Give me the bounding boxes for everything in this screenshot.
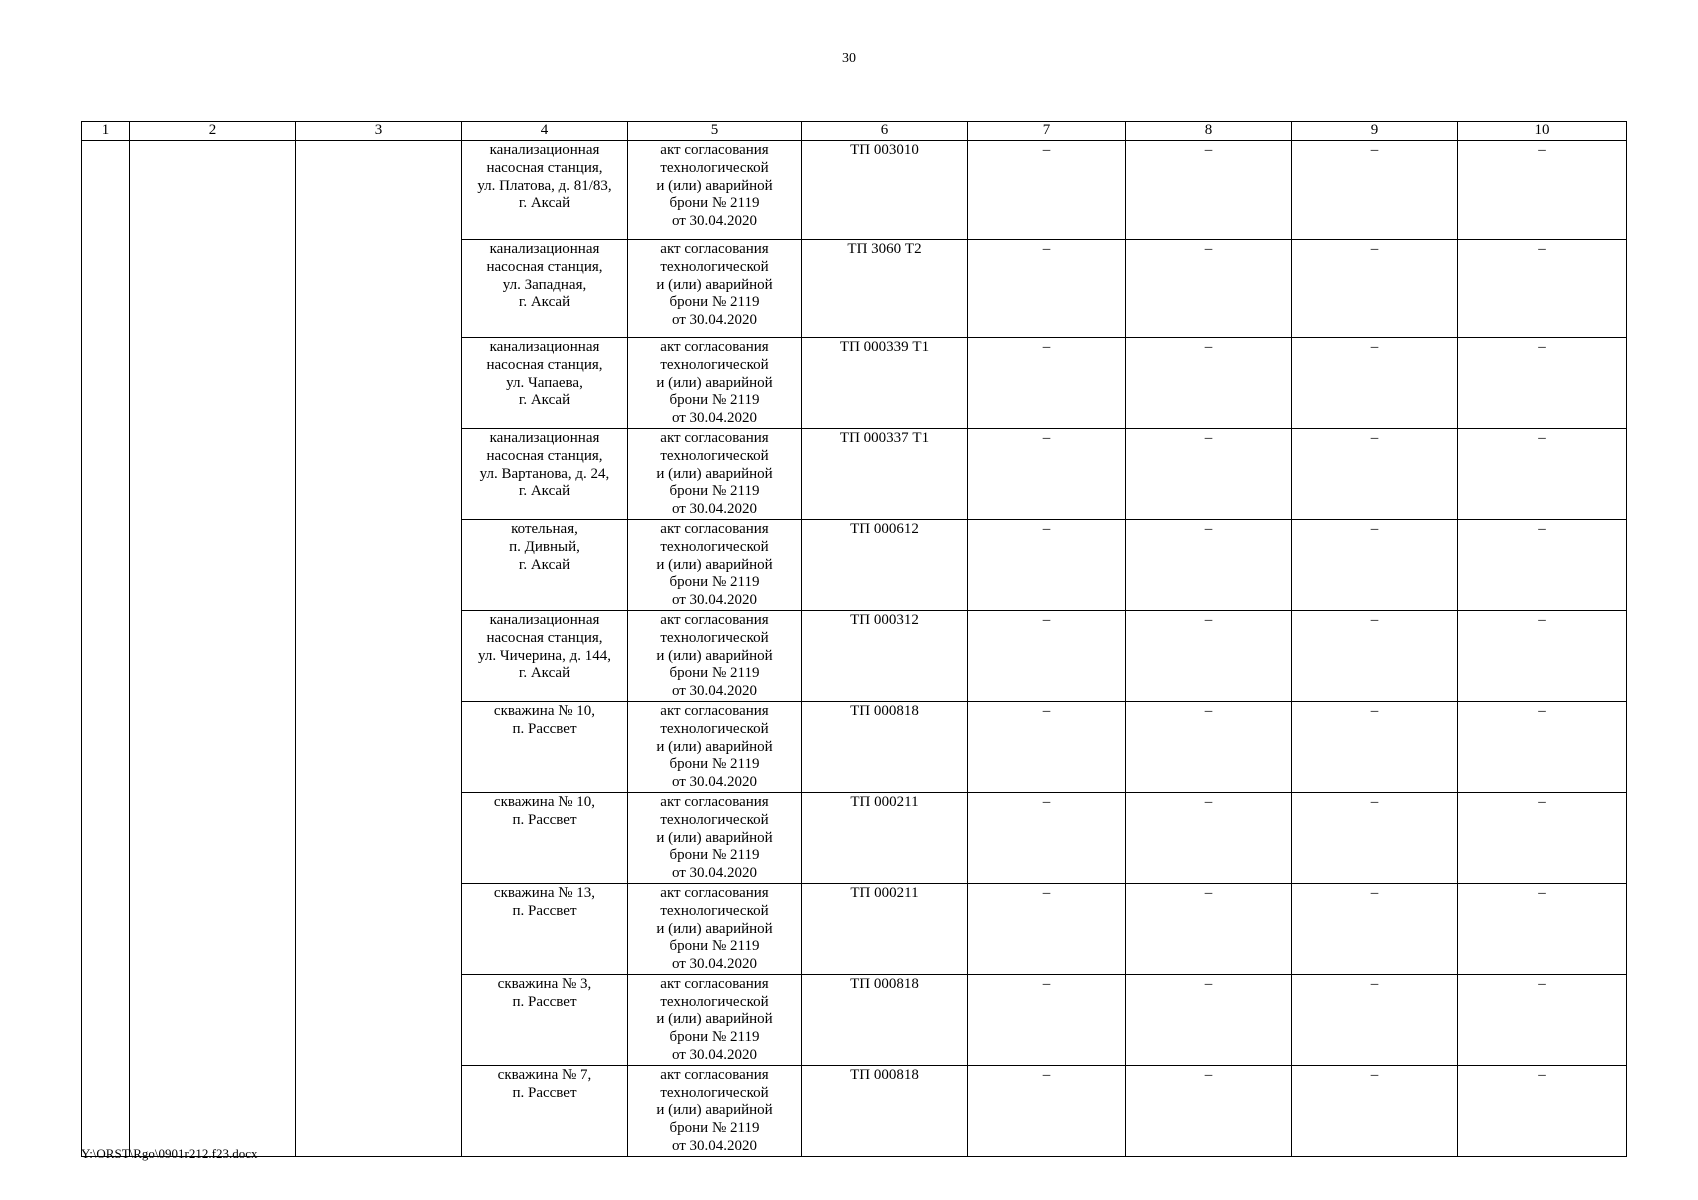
data-table (81, 121, 1627, 1157)
empty-cell-col-3 (296, 338, 462, 429)
empty-cell-col-3 (296, 141, 462, 240)
empty-cell-col-2 (130, 240, 296, 338)
dash-value: – (1538, 520, 1546, 537)
empty-cell-col-3 (296, 240, 462, 338)
cell-col-5 (628, 792, 802, 883)
cell-col-8 (1126, 428, 1292, 519)
column-header-10: 10 (1458, 122, 1627, 141)
cell-col-8 (1126, 1065, 1292, 1156)
dash-value: – (1538, 429, 1546, 446)
empty-cell-col-1 (82, 610, 130, 701)
cell-text: ТП 000211 (850, 793, 919, 810)
empty-cell-col-1 (82, 792, 130, 883)
dash-value: – (1042, 975, 1051, 992)
cell-col-7 (968, 701, 1126, 792)
cell-col-10 (1458, 792, 1627, 883)
cell-text: акт согласования технологической и (или) аварийной брони № 2119 от 30.04.2020 (656, 429, 773, 518)
cell-col-4 (462, 428, 628, 519)
cell-text: акт согласования технологической и (или) аварийной брони № 2119 от 30.04.2020 (656, 793, 773, 882)
dash-value: – (1204, 975, 1213, 992)
column-header-9: 9 (1292, 122, 1458, 141)
dash-value: – (1204, 884, 1213, 901)
dash-value: – (1538, 241, 1546, 257)
cell-text: канализационная насосная станция, ул. Платова, д. 81/83, г. Аксай (477, 142, 612, 212)
dash-value: – (1538, 611, 1546, 628)
cell-col-6 (802, 974, 968, 1065)
cell-col-4 (462, 792, 628, 883)
empty-cell-col-3 (296, 519, 462, 610)
empty-cell-col-1 (82, 701, 130, 792)
cell-text: акт согласования технологической и (или) аварийной брони № 2119 от 30.04.2020 (656, 339, 773, 427)
cell-col-7 (968, 974, 1126, 1065)
cell-col-6 (802, 141, 968, 240)
cell-col-8 (1126, 974, 1292, 1065)
dash-value: – (1204, 241, 1213, 257)
cell-col-10 (1458, 883, 1627, 974)
cell-text: ТП 000337 Т1 (839, 429, 930, 446)
cell-col-7 (968, 338, 1126, 429)
cell-text: скважина № 10, п. Рассвет (493, 702, 596, 737)
cell-col-10 (1458, 338, 1627, 429)
table-row (82, 792, 1627, 883)
cell-col-7 (968, 1065, 1126, 1156)
cell-col-4 (462, 240, 628, 338)
cell-text: акт согласования технологической и (или) аварийной брони № 2119 от 30.04.2020 (656, 520, 773, 609)
dash-value: – (1204, 142, 1213, 158)
footer-file-path: Y:\ORST\Rgo\0901r212.f23.docx (81, 1146, 258, 1161)
empty-cell-col-3 (296, 428, 462, 519)
empty-cell-col-3 (296, 883, 462, 974)
dash-value: – (1370, 975, 1379, 992)
cell-col-10 (1458, 701, 1627, 792)
empty-cell-col-1 (82, 519, 130, 610)
cell-col-4 (462, 1065, 628, 1156)
dash-value: – (1370, 241, 1379, 257)
cell-col-8 (1126, 701, 1292, 792)
empty-cell-col-3 (296, 701, 462, 792)
column-header-1: 1 (82, 122, 130, 141)
dash-value: – (1042, 339, 1051, 355)
table-row (82, 338, 1627, 429)
column-header-8: 8 (1126, 122, 1292, 141)
dash-value: – (1370, 339, 1379, 355)
empty-cell-col-3 (296, 610, 462, 701)
dash-value: – (1370, 611, 1379, 628)
dash-value: – (1204, 429, 1213, 446)
cell-col-5 (628, 974, 802, 1065)
empty-cell-col-3 (296, 974, 462, 1065)
cell-text: акт согласования технологической и (или) аварийной брони № 2119 от 30.04.2020 (656, 611, 773, 700)
cell-col-6 (802, 883, 968, 974)
cell-col-9 (1292, 883, 1458, 974)
dash-value: – (1042, 611, 1051, 628)
cell-col-4 (462, 519, 628, 610)
dash-value: – (1538, 793, 1546, 810)
dash-value: – (1370, 884, 1379, 901)
dash-value: – (1042, 142, 1051, 158)
cell-col-5 (628, 240, 802, 338)
dash-value: – (1538, 1066, 1546, 1083)
cell-col-8 (1126, 519, 1292, 610)
cell-col-5 (628, 428, 802, 519)
dash-value: – (1204, 702, 1213, 719)
cell-text: котельная, п. Дивный, г. Аксай (509, 520, 580, 573)
cell-text: акт согласования технологической и (или) аварийной брони № 2119 от 30.04.2020 (656, 1066, 773, 1155)
cell-col-6 (802, 428, 968, 519)
dash-value: – (1042, 1066, 1051, 1083)
cell-text: акт согласования технологической и (или) аварийной брони № 2119 от 30.04.2020 (656, 975, 773, 1064)
cell-col-9 (1292, 1065, 1458, 1156)
table-row (82, 428, 1627, 519)
table-header-row (82, 122, 1627, 141)
cell-text: акт согласования технологической и (или) аварийной брони № 2119 от 30.04.2020 (656, 702, 773, 791)
table-row (82, 701, 1627, 792)
cell-text: канализационная насосная станция, ул. Чичерина, д. 144, г. Аксай (478, 611, 611, 682)
dash-value: – (1538, 884, 1546, 901)
cell-text: скважина № 7, п. Рассвет (497, 1066, 592, 1101)
empty-cell-col-2 (130, 701, 296, 792)
cell-col-10 (1458, 428, 1627, 519)
table-row (82, 1065, 1627, 1156)
empty-cell-col-1 (82, 974, 130, 1065)
cell-text: канализационная насосная станция, ул. Вартанова, д. 24, г. Аксай (479, 429, 610, 500)
dash-value: – (1370, 142, 1379, 158)
cell-col-5 (628, 1065, 802, 1156)
table-row (82, 974, 1627, 1065)
cell-col-10 (1458, 141, 1627, 240)
cell-col-6 (802, 338, 968, 429)
cell-col-8 (1126, 141, 1292, 240)
cell-text: ТП 000818 (850, 975, 919, 992)
cell-col-9 (1292, 792, 1458, 883)
column-header-3: 3 (296, 122, 462, 141)
dash-value: – (1042, 429, 1051, 446)
dash-value: – (1042, 884, 1051, 901)
cell-col-6 (802, 240, 968, 338)
table-row (82, 141, 1627, 240)
dash-value: – (1538, 975, 1546, 992)
cell-col-10 (1458, 610, 1627, 701)
empty-cell-col-2 (130, 610, 296, 701)
cell-text: ТП 000818 (850, 702, 919, 719)
dash-value: – (1370, 702, 1379, 719)
dash-value: – (1042, 520, 1051, 537)
cell-text: ТП 000312 (850, 611, 919, 628)
column-header-6: 6 (802, 122, 968, 141)
cell-col-8 (1126, 338, 1292, 429)
cell-text: канализационная насосная станция, ул. Западная, г. Аксай (486, 241, 603, 311)
empty-cell-col-1 (82, 883, 130, 974)
table-row (82, 883, 1627, 974)
empty-cell-col-1 (82, 338, 130, 429)
empty-cell-col-3 (296, 792, 462, 883)
dash-value: – (1370, 1066, 1379, 1083)
cell-col-5 (628, 338, 802, 429)
cell-col-4 (462, 338, 628, 429)
cell-col-4 (462, 974, 628, 1065)
dash-value: – (1204, 520, 1213, 537)
cell-col-9 (1292, 974, 1458, 1065)
column-header-5: 5 (628, 122, 802, 141)
empty-cell-col-1 (82, 428, 130, 519)
empty-cell-col-2 (130, 519, 296, 610)
dash-value: – (1204, 793, 1213, 810)
cell-col-8 (1126, 883, 1292, 974)
table-row (82, 610, 1627, 701)
cell-col-4 (462, 701, 628, 792)
empty-cell-col-2 (130, 883, 296, 974)
cell-col-5 (628, 141, 802, 240)
cell-text: ТП 000818 (850, 1066, 919, 1083)
column-header-2: 2 (130, 122, 296, 141)
dash-value: – (1370, 520, 1379, 537)
empty-cell-col-2 (130, 338, 296, 429)
empty-cell-col-2 (130, 141, 296, 240)
cell-col-7 (968, 883, 1126, 974)
cell-col-8 (1126, 610, 1292, 701)
cell-col-7 (968, 428, 1126, 519)
cell-col-4 (462, 141, 628, 240)
cell-col-10 (1458, 519, 1627, 610)
cell-col-10 (1458, 1065, 1627, 1156)
cell-col-5 (628, 701, 802, 792)
cell-text: ТП 3060 Т2 (847, 241, 922, 257)
cell-col-4 (462, 883, 628, 974)
cell-col-10 (1458, 974, 1627, 1065)
empty-cell-col-2 (130, 974, 296, 1065)
cell-text: канализационная насосная станция, ул. Чапаева, г. Аксай (486, 339, 603, 409)
dash-value: – (1370, 793, 1379, 810)
empty-cell-col-2 (130, 792, 296, 883)
cell-col-9 (1292, 338, 1458, 429)
cell-col-7 (968, 240, 1126, 338)
cell-col-6 (802, 1065, 968, 1156)
cell-col-6 (802, 792, 968, 883)
dash-value: – (1370, 429, 1379, 446)
dash-value: – (1538, 339, 1546, 355)
dash-value: – (1042, 241, 1051, 257)
cell-col-6 (802, 610, 968, 701)
cell-col-8 (1126, 240, 1292, 338)
dash-value: – (1538, 702, 1546, 719)
cell-col-7 (968, 792, 1126, 883)
cell-text: скважина № 10, п. Рассвет (493, 793, 596, 828)
column-header-4: 4 (462, 122, 628, 141)
empty-cell-col-2 (130, 1065, 296, 1156)
cell-col-8 (1126, 792, 1292, 883)
cell-col-4 (462, 610, 628, 701)
cell-col-9 (1292, 240, 1458, 338)
cell-col-6 (802, 519, 968, 610)
empty-cell-col-1 (82, 141, 130, 240)
empty-cell-col-3 (296, 1065, 462, 1156)
empty-cell-col-1 (82, 1065, 130, 1156)
empty-cell-col-1 (82, 240, 130, 338)
empty-cell-col-2 (130, 428, 296, 519)
dash-value: – (1042, 793, 1051, 810)
cell-text: ТП 000211 (850, 884, 919, 901)
cell-col-9 (1292, 610, 1458, 701)
cell-text: акт согласования технологической и (или) аварийной брони № 2119 от 30.04.2020 (656, 884, 773, 973)
cell-col-7 (968, 610, 1126, 701)
cell-col-9 (1292, 428, 1458, 519)
cell-col-5 (628, 883, 802, 974)
cell-col-5 (628, 610, 802, 701)
cell-text: ТП 003010 (850, 142, 919, 158)
cell-text: акт согласования технологической и (или) аварийной брони № 2119 от 30.04.2020 (656, 241, 773, 329)
cell-col-9 (1292, 519, 1458, 610)
column-header-7: 7 (968, 122, 1126, 141)
cell-text: ТП 000612 (850, 520, 919, 537)
cell-text: акт согласования технологической и (или) аварийной брони № 2119 от 30.04.2020 (656, 142, 773, 230)
dash-value: – (1538, 142, 1546, 158)
cell-col-7 (968, 141, 1126, 240)
table-row (82, 240, 1627, 338)
page-number: 30 (842, 51, 856, 66)
cell-col-5 (628, 519, 802, 610)
dash-value: – (1204, 1066, 1213, 1083)
cell-col-7 (968, 519, 1126, 610)
cell-col-6 (802, 701, 968, 792)
cell-text: скважина № 3, п. Рассвет (497, 975, 592, 1010)
cell-text: ТП 000339 Т1 (839, 339, 930, 355)
cell-col-9 (1292, 141, 1458, 240)
cell-text: скважина № 13, п. Рассвет (493, 884, 596, 919)
table-row (82, 519, 1627, 610)
dash-value: – (1204, 339, 1213, 355)
cell-col-10 (1458, 240, 1627, 338)
dash-value: – (1204, 611, 1213, 628)
cell-col-9 (1292, 701, 1458, 792)
dash-value: – (1042, 702, 1051, 719)
